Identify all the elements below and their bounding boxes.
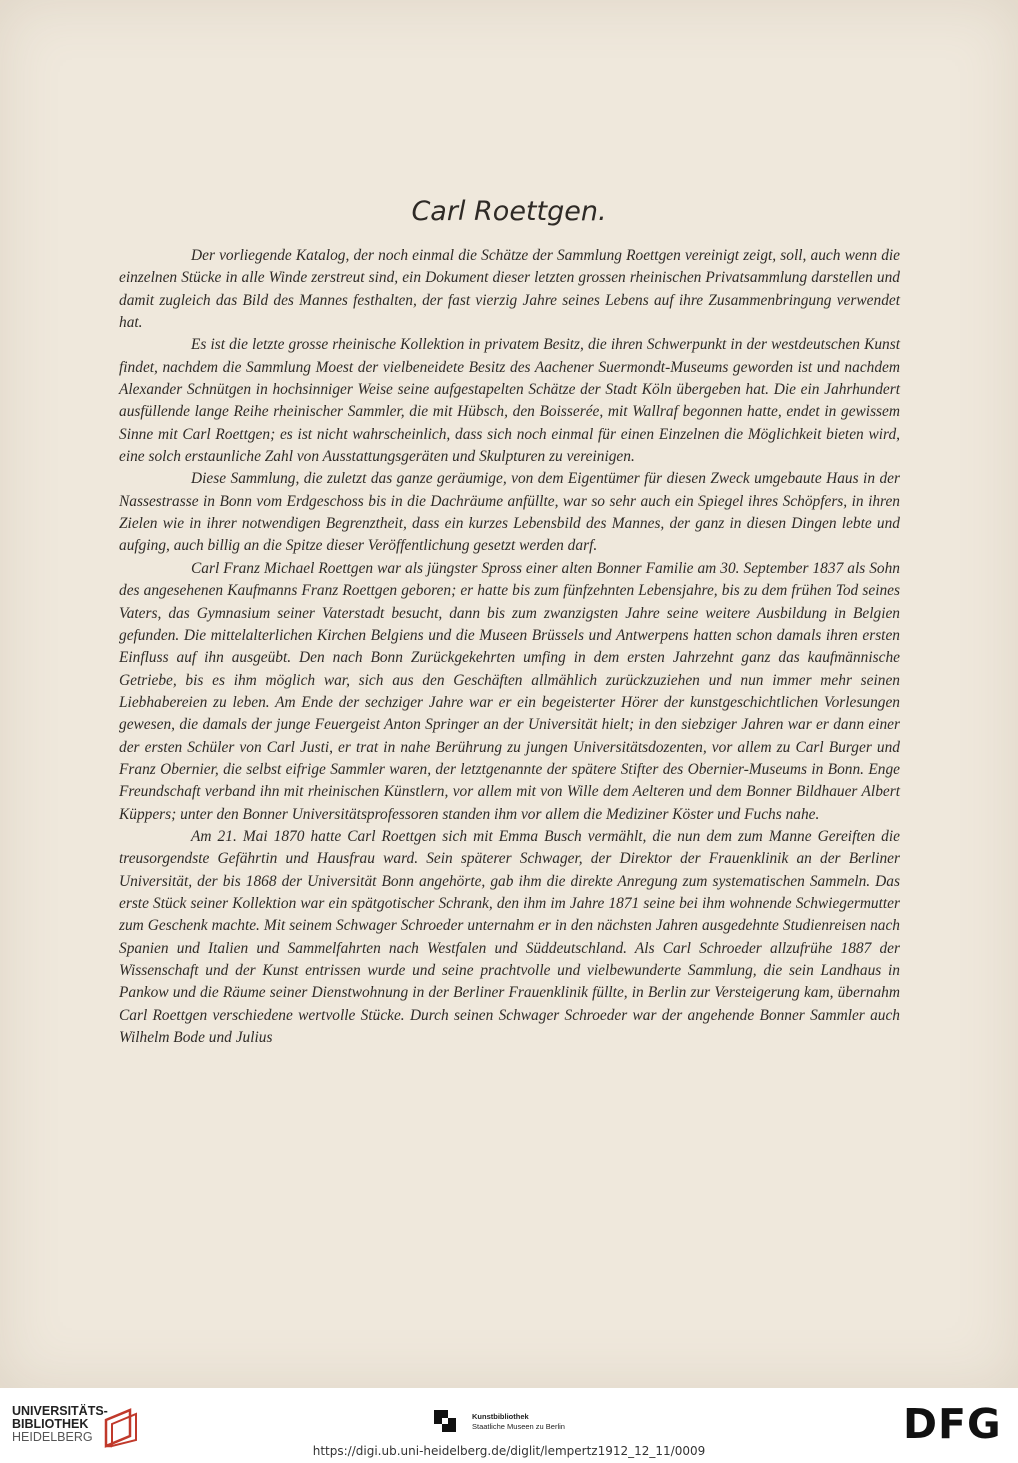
- library-logo-line2: BIBLIOTHEK: [12, 1417, 89, 1431]
- library-book-mark-icon: [100, 1406, 142, 1448]
- kunstbibliothek-mark-icon: [432, 1408, 464, 1434]
- heidelberg-library-logo[interactable]: [12, 1405, 108, 1444]
- kunstbibliothek-name: Kunstbibliothek: [472, 1412, 529, 1421]
- footer-bar: [0, 1388, 1018, 1463]
- library-logo-line1: UNIVERSITÄTS-: [12, 1404, 108, 1418]
- permalink-url[interactable]: https://digi.ub.uni-heidelberg.de/diglit/lempertz1912_12_11/0009: [312, 1444, 706, 1458]
- kunstbibliothek-subtitle: Staatliche Museen zu Berlin: [472, 1422, 565, 1431]
- library-logo-line3: HEIDELBERG: [12, 1430, 93, 1444]
- paragraph: Diese Sammlung, die zuletzt das ganze geräumige, von dem Eigentümer für diesen Zweck umgebaute Haus in der Nassestrasse in Bonn vom Erdgeschoss bis in die Dachräume anfüllte, war so sehr auch ein Spiegel ihres Schöpfers, in ihren Zielen wie in ihrer notwendigen Begrenztheit, dass ein kurzes Lebensbild des Mannes, der ganz in diesen Dingen lebte und aufging, auch billig an die Spitze dieser Veröffentlichung gesetzt werden darf.: [119, 470, 900, 555]
- paragraph: Es ist die letzte grosse rheinische Kollektion in privatem Besitz, die ihren Schwerpunkt in der westdeutschen Kunst findet, nachdem die Sammlung Moest der vielbeneidete Besitz des Aachener Suermondt-Museums geworden ist und nachdem Alexander Schnütgen in hochsinniger Weise seine aufgestapelten Schätze der Stadt Köln übergeben hat. Die ein Jahrhundert ausfüllende lange Reihe rheinischer Sammler, die mit Hübsch, den Boisserée, mit Wallraf begonnen hatte, endet in gewissem Sinne mit Carl Roettgen; es ist nicht wahrscheinlich, dass sich noch einmal für einen Einzelnen die Möglichkeit bieten wird, eine solch erstaunliche Zahl von Ausstattungsgeräten und Skulpturen zu vereinigen.: [119, 336, 900, 466]
- paragraph: Der vorliegende Katalog, der noch einmal die Schätze der Sammlung Roettgen vereinigt zeigt, soll, auch wenn die einzelnen Stücke in alle Winde zerstreut sind, ein Dokument dieser letzten grossen rheinischen Privatsammlung darstellen und damit zugleich das Bild des Mannes festhalten, der fast vierzig Jahre seines Lebens auf ihre Zusammenbringung verwendet hat.: [119, 247, 900, 332]
- kunstbibliothek-logo-text: [472, 1412, 565, 1432]
- document-body: [119, 245, 900, 1049]
- document-title: Carl Roettgen.: [411, 196, 607, 227]
- paragraph: Carl Franz Michael Roettgen war als jüngster Spross einer alten Bonner Familie am 30. September 1837 als Sohn des angesehenen Kaufmanns Franz Roettgen geboren; er hatte bis zum fünfzehnten Lebensjahre, bis zu dem frühen Tod seines Vaters, das Gymnasium seiner Vaterstadt besucht, dann bis zum zwanzigsten Jahre seine weitere Ausbildung in Belgien gefunden. Die mittelalterlichen Kirchen Belgiens und die Museen Brüssels und Antwerpens hatten schon damals ihren ersten Einfluss auf ihn ausgeübt. Den nach Bonn Zurückgekehrten umfing in dem ersten Jahrzehnt ganz das kaufmännische Getriebe, bis es ihm möglich war, sich aus den Geschäften allmählich zurückzuziehen und nun immer mehr seinen Liebhabereien zu leben. Am Ende der sechziger Jahre war er ein begeisterter Hörer der kunstgeschichtlichen Vorlesungen gewesen, die damals der junge Feuergeist Anton Springer an der Universität hielt; in den siebziger Jahren war er dann einer der ersten Schüler von Carl Justi, er trat in nahe Berührung zu jungen Universitätsdozenten, vor allem zu Carl Burger und Franz Obernier, die selbst eifrige Sammler waren, der letztgenannte der spätere Stifter des Obernier-Museums in Bonn. Enge Freundschaft verband ihn mit rheinischen Künstlern, vor allem mit von Wille dem Aelteren und dem Bonner Bildhauer Albert Küppers; unter den Bonner Universitätsprofessoren standen ihm vor allem die Mediziner Köster und Fuchs nahe.: [119, 559, 900, 823]
- paragraph: Am 21. Mai 1870 hatte Carl Roettgen sich mit Emma Busch vermählt, die nun dem zum Manne Gereiften die treusorgendste Gefährtin und Hausfrau ward. Sein späterer Schwager, der Direktor der Frauenklinik an der Berliner Universität, der bis 1868 der Universität Bonn angehörte, gab ihm die direkte Anregung zum systematischen Sammeln. Das erste Stück seiner Kollektion war ein spätgotischer Schrank, den ihm im Jahre 1871 seine bei ihm wohnende Schwiegermutter zum Geschenk machte. Mit seinem Schwager Schroeder unternahm er in den nächsten Jahren ausgedehnte Studienreisen nach Spanien und Italien und Sammelfahrten nach Westfalen und Süddeutschland. Als Carl Schroeder allzufrühe 1887 der Wissenschaft und der Kunst entrissen wurde und seine prachtvolle und vielbewunderte Sammlung, die sein Landhaus in Pankow und die Räume seiner Dienstwohnung in der Berliner Frauenklinik füllte, in Berlin zur Versteigerung kam, übernahm Carl Roettgen verschiedene wertvolle Stücke. Durch seinen Schwager Schroeder war der angehende Bonner Sammler auch Wilhelm Bode und Julius: [119, 827, 900, 1047]
- dfg-logo[interactable]: DFG: [903, 1400, 1002, 1448]
